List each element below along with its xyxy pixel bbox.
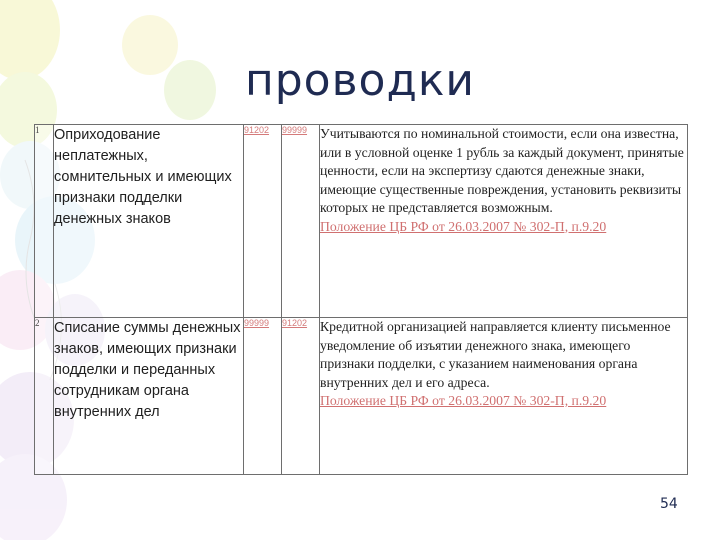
note-text: Кредитной организацией направляется клиенту письменное уведомление об изъятии денежного знака, имеющего признаки подделки, с указанием наименования органа внутренних дел и его адреса. xyxy=(320,319,671,390)
debit-account: 99999 xyxy=(244,318,282,475)
regulation-link[interactable]: Положение ЦБ РФ от 26.03.2007 № 302-П, п.9.20 xyxy=(320,393,607,408)
operation-description: Оприходование неплатежных, сомнительных и имеющих признаки подделки денежных знаков xyxy=(54,125,244,318)
operation-description: Списание суммы денежных знаков, имеющих признаки подделки и переданных сотрудникам органа внутренних дел xyxy=(54,318,244,475)
debit-account: 91202 xyxy=(244,125,282,318)
note-text: Учитываются по номинальной стоимости, если она известна, или в условной оценке 1 рубль за каждый документ, принятые ценности, если на экспертизу сдаются денежные знаки, имеющие существенные повреждения, установить реквизиты которых не представляется возможным. xyxy=(320,126,684,215)
slide-title: проводки xyxy=(244,55,476,106)
row-number: 2 xyxy=(35,318,54,475)
row-number: 1 xyxy=(35,125,54,318)
table-row xyxy=(35,318,688,475)
postings-table xyxy=(34,124,688,475)
credit-account: 99999 xyxy=(282,125,320,318)
posting-note xyxy=(320,318,688,475)
regulation-link[interactable]: Положение ЦБ РФ от 26.03.2007 № 302-П, п.9.20 xyxy=(320,218,607,234)
credit-account: 91202 xyxy=(282,318,320,475)
page-number: 54 xyxy=(660,496,678,512)
posting-note xyxy=(320,125,688,318)
table-row xyxy=(35,125,688,318)
